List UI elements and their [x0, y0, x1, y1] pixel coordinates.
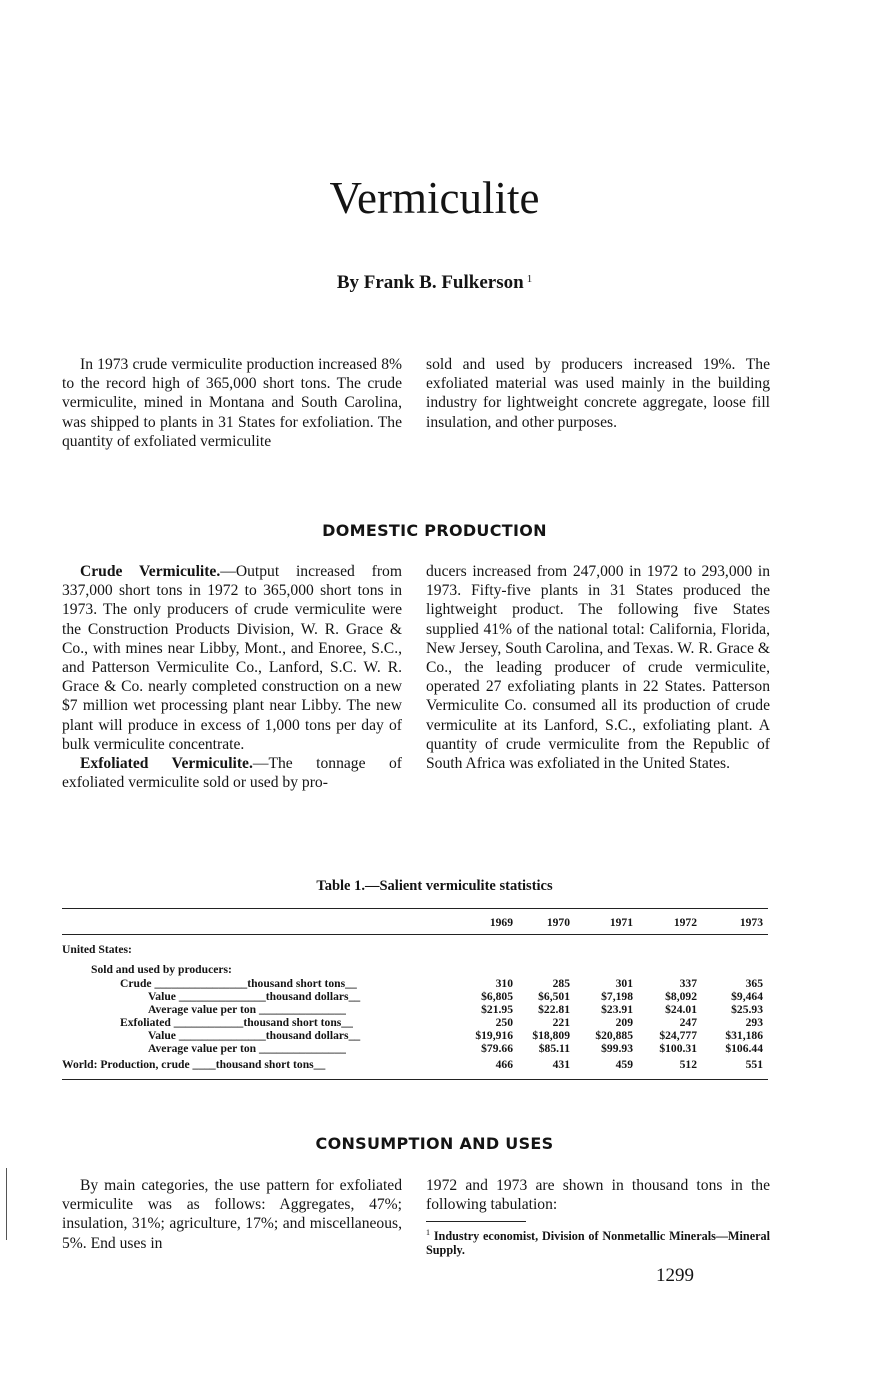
footnote-rule	[426, 1221, 526, 1222]
table-header-row	[62, 916, 768, 929]
table-cell: $21.95	[481, 1003, 513, 1016]
table-cell: 221	[552, 1016, 570, 1029]
table-row-label: Sold and used by producers:	[91, 963, 232, 976]
table-cell: $25.93	[731, 1003, 763, 1016]
margin-mark	[6, 1168, 7, 1240]
exfoliated-vermiculite-paragraph	[62, 754, 402, 792]
byline-footnote-mark: 1	[526, 273, 533, 285]
table-cell: $8,092	[665, 990, 697, 1003]
table-cell: 337	[679, 977, 697, 990]
table-row-label: Exfoliated ____________thousand short tons__	[120, 1016, 353, 1029]
table-cell: $23.91	[601, 1003, 633, 1016]
table-cell: 301	[615, 977, 633, 990]
table-row	[62, 1029, 768, 1042]
table-cell: $6,805	[481, 990, 513, 1003]
intro-paragraph-left: In 1973 crude vermiculite production increased 8% to the record high of 365,000 short tons. The crude vermiculite, mined in Montana and South Carolina, was shipped to plants in 31 States for exfoliation. The quantity of exfoliated vermiculite	[62, 356, 402, 450]
intro-paragraph-right: sold and used by producers increased 19%. The exfoliated material was used mainly in the building industry for lightweight concrete aggregate, loose fill insulation, and other purposes.	[426, 356, 770, 431]
table-cell: 247	[679, 1016, 697, 1029]
table-row-label: Average value per ton _______________	[148, 1042, 346, 1055]
table-cell: $24.01	[665, 1003, 697, 1016]
table-cell: $106.44	[725, 1042, 763, 1055]
table-row	[62, 1003, 768, 1016]
table-cell: $85.11	[538, 1042, 570, 1055]
table-caption: Table 1.—Salient vermiculite statistics	[316, 878, 553, 894]
section-heading-domestic-production: DOMESTIC PRODUCTION	[322, 521, 547, 540]
section-heading-consumption-and-uses: CONSUMPTION AND USES	[315, 1134, 554, 1153]
page-title: Vermiculite	[329, 173, 540, 223]
table-bottom-rule	[62, 1079, 768, 1080]
domestic-left-column	[62, 562, 402, 792]
table-row	[62, 1042, 768, 1055]
domestic-paragraph-right: ducers increased from 247,000 in 1972 to 293,000 in 1973. Fifty-five plants in 31 States produced the lightweight product. The following five States supplied 41% of the national total: California, Florida, New Jersey, South Carolina, and Texas. W. R. Grace & Co., the leading producer of crude vermiculite, operated 27 exfoliating plants in 22 States. Patterson Vermiculite Co. consumed all its production of crude vermiculite at its Lanford, S.C., exfoliating plant. A quantity of crude vermiculite from the Republic of South Africa was exfoliated in the United States.	[426, 563, 770, 773]
table-cell: $22.81	[538, 1003, 570, 1016]
table-year-header: 1969	[489, 916, 513, 929]
table-cell: 431	[552, 1058, 570, 1071]
table-cell: 466	[495, 1058, 513, 1071]
exfoliated-vermiculite-runin: Exfoliated Vermiculite.	[80, 755, 253, 773]
table-cell: 209	[615, 1016, 633, 1029]
table-cell: $9,464	[731, 990, 763, 1003]
table-row-label: World: Production, crude ____thousand short tons__	[62, 1058, 326, 1071]
table-cell: $99.93	[601, 1042, 633, 1055]
table-cell: $20,885	[595, 1029, 633, 1042]
crude-vermiculite-paragraph	[62, 562, 402, 754]
table-cell: $19,916	[475, 1029, 513, 1042]
table-cell: $100.31	[659, 1042, 697, 1055]
table-row	[62, 990, 768, 1003]
consumption-paragraph-right: 1972 and 1973 are shown in thousand tons in the following tabulation:	[426, 1177, 770, 1214]
intro-left-column	[62, 355, 402, 451]
footnote-text: Industry economist, Division of Nonmetallic Minerals—Mineral Supply.	[426, 1229, 771, 1258]
table-cell: 310	[495, 977, 513, 990]
table-top-rule	[62, 908, 768, 909]
consumption-paragraph-left: By main categories, the use pattern for exfoliated vermiculite was as follows: Aggregates, 47%; insulation, 31%; agriculture, 17%; and miscellaneous, 5%. End uses in	[62, 1177, 402, 1252]
table-cell: 250	[495, 1016, 513, 1029]
table-cell: $31,186	[725, 1029, 763, 1042]
table-cell: 459	[615, 1058, 633, 1071]
page-number: 1299	[656, 1265, 694, 1286]
table-row	[62, 1016, 768, 1029]
author-name: By Frank B. Fulkerson	[336, 272, 524, 293]
table-row-label: Value _______________thousand dollars__	[148, 990, 361, 1003]
table-row	[62, 1058, 768, 1071]
table-cell: $79.66	[481, 1042, 513, 1055]
table-cell: 512	[679, 1058, 697, 1071]
table-year-header: 1973	[739, 916, 763, 929]
table-cell: $6,501	[538, 990, 570, 1003]
table-row	[62, 977, 768, 990]
crude-vermiculite-text: —Output increased from 337,000 short tons in 1972 to 365,000 short tons in 1973. The only producers of crude vermiculite were the Construction Products Division, W. R. Grace & Co., with mines near Libby, Mont., and Enoree, S.C., and Patterson Vermiculite Co., Lanford, S.C. W. R. Grace & Co. nearly completed construction on a new $7 million wet processing plant near Libby. The new plant will produce in excess of 1,000 tons per day of bulk vermiculite concentrate.	[62, 563, 402, 753]
domestic-right-column	[426, 562, 770, 773]
footnote-mark: 1	[426, 1228, 430, 1237]
table-header-rule	[62, 934, 768, 935]
intro-right-column	[426, 355, 770, 432]
table-cell: $18,809	[532, 1029, 570, 1042]
table-row-label: Crude ________________thousand short tons__	[120, 977, 357, 990]
table-row-label: United States:	[62, 943, 132, 956]
table-year-header: 1971	[609, 916, 633, 929]
footnote	[426, 1226, 770, 1257]
crude-vermiculite-runin: Crude Vermiculite.	[80, 563, 221, 580]
table-cell: $24,777	[659, 1029, 697, 1042]
table-row	[62, 943, 768, 956]
table-cell: 293	[745, 1016, 763, 1029]
table-cell: $7,198	[601, 990, 633, 1003]
table-year-header: 1972	[673, 916, 697, 929]
table-row-label: Average value per ton _______________	[148, 1003, 346, 1016]
consumption-right-column	[426, 1176, 770, 1214]
table-cell: 551	[745, 1058, 763, 1071]
table-row-label: Value _______________thousand dollars__	[148, 1029, 361, 1042]
exfoliated-vermiculite-text: —The tonnage of exfoliated vermiculite sold or used by pro-	[62, 755, 402, 792]
table-cell: 285	[552, 977, 570, 990]
consumption-left-column	[62, 1176, 402, 1253]
author-byline	[0, 272, 869, 294]
table-cell: 365	[745, 977, 763, 990]
table-year-header: 1970	[546, 916, 570, 929]
table-row	[62, 963, 768, 976]
